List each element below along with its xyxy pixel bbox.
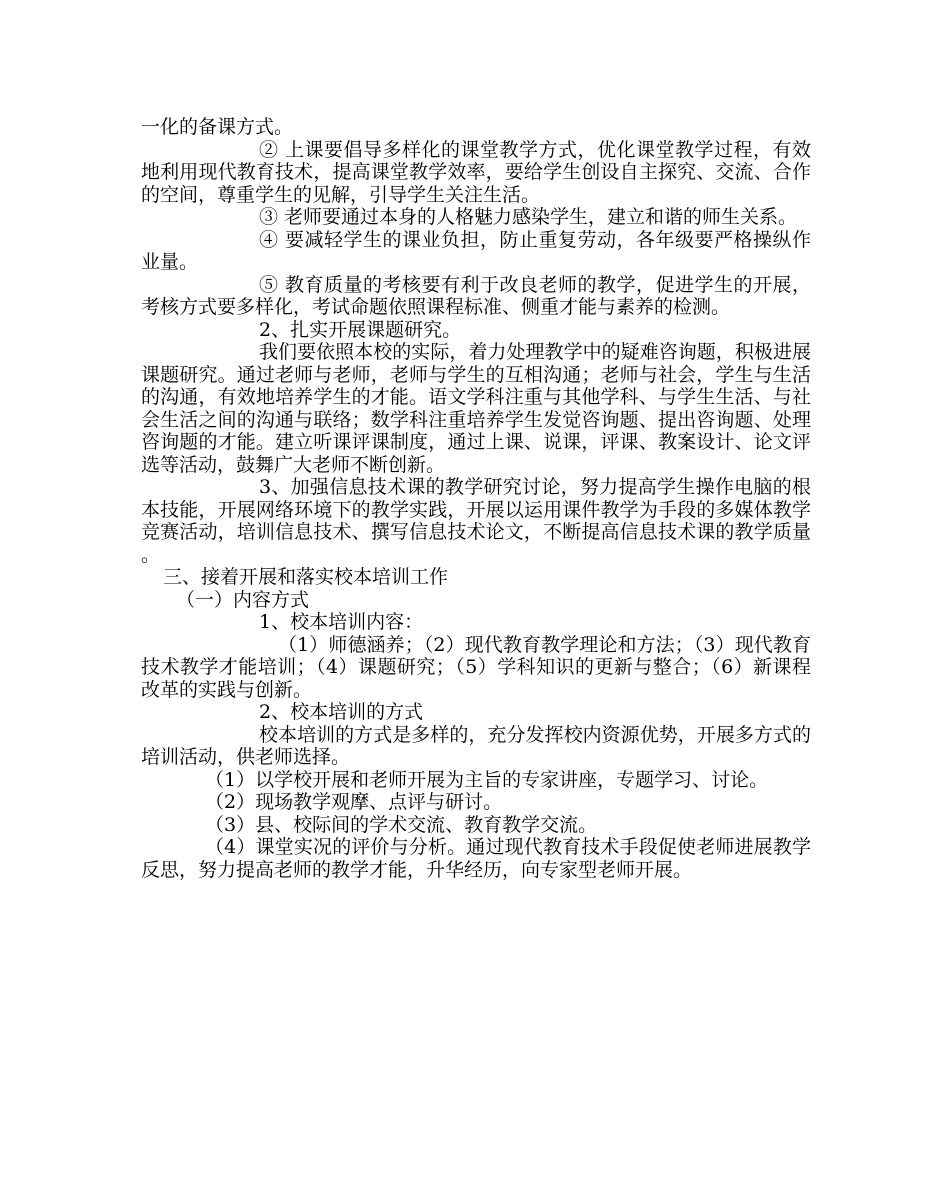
paragraph-training-content-list: （1）师德涵养；（2）现代教育教学理论和方法；（3）现代教育技术教学才能培训；（4）课题研究；（5）学科知识的更新与整合；（6）新课程改革的实践与创新。 (141, 633, 811, 701)
paragraph-training-method-heading: 2、校本培训的方式 (259, 701, 424, 723)
paragraph-method-1-lectures: （1）以学校开展和老师开展为主旨的专家讲座，专题学习、讨论。 (205, 768, 769, 791)
paragraph-item-3-teacher-charm: ③ 老师要通过本身的人格魅力感染学生，建立和谐的师生关系。 (259, 206, 798, 228)
section-heading-school-training: 三、接着开展和落实校本培训工作 (163, 566, 449, 588)
paragraph-item-2-classroom: ② 上课要倡导多样化的课堂教学方式，优化课堂教学过程，有效地利用现代教育技术，提高课堂教学效率，要给学生创设自主探究、交流、合作的空间，尊重学生的见解，引导学生关注生活。 (141, 138, 811, 206)
paragraph-training-method-body: 校本培训的方式是多样的，充分发挥校内资源优势，开展多方式的培训活动，供老师选择。 (141, 723, 811, 768)
paragraph-method-2-observation: （2）现场教学观摩、点评与研讨。 (205, 791, 503, 813)
paragraph-method-4-evaluation: （4）课堂实况的评价与分析。通过现代教育技术手段促使老师进展教学反思，努力提高老师的教学才能，升华经历，向专家型老师开展。 (141, 836, 811, 881)
paragraph-training-content-heading: 1、校本培训内容： (259, 611, 424, 633)
paragraph-item-4-reduce-burden: ④ 要减轻学生的课业负担，防止重复劳动，各年级要严格操纵作业量。 (141, 228, 811, 273)
paragraph-method-3-exchange: （3）县、校际间的学术交流、教育教学交流。 (205, 813, 598, 836)
document-body (141, 116, 811, 881)
paragraph-it-teaching: 3、加强信息技术课的教学研究讨论，努力提高学生操作电脑的根本技能，开展网络环境下的教学实践，开展以运用课件教学为手段的多媒体教学竞赛活动，培训信息技术、撰写信息技术论文，不断提高信息技术课的教学质量。 (141, 476, 811, 566)
paragraph-research-body: 我们要依照本校的实际，着力处理教学中的疑难咨询题，积极进展课题研究。通过老师与老师，老师与学生的互相沟通；老师与社会，学生与生活的沟通，有效地培养学生的才能。语文学科注重与其他学科、与学生生活、与社会生活之间的沟通与联络；数学科注重培养学生发觉咨询题、提出咨询题、处理咨询题的才能。建立听课评课制度，通过上课、说课，评课、教案设计、论文评选等活动，鼓舞广大老师不断创新。 (141, 341, 811, 476)
paragraph-item-5-quality-assessment: ⑤ 教育质量的考核要有利于改良老师的教学，促进学生的开展，考核方式要多样化，考试命题依照课程标准、侧重才能与素养的检测。 (141, 273, 811, 318)
paragraph-heading-research: 2、扎实开展课题研究。 (259, 318, 462, 341)
paragraph-prep-method-end: 一化的备课方式。 (141, 116, 294, 138)
subsection-heading-content-method: （一）内容方式 (176, 588, 310, 611)
